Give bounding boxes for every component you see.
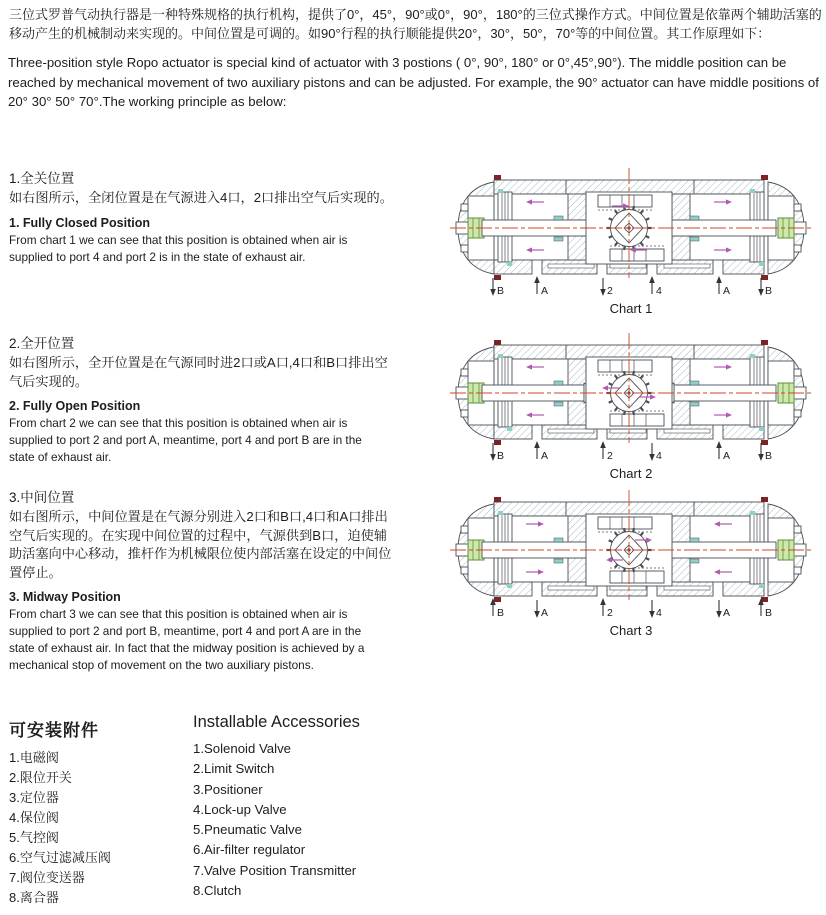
section-title-en: 2. Fully Open Position (9, 399, 141, 413)
section-title-en: 1. Fully Closed Position (9, 215, 150, 230)
seal-mark (761, 440, 768, 445)
port-4 (649, 443, 662, 462)
chart-1-actuator-cross-section (448, 166, 814, 318)
seal-mark (494, 340, 501, 345)
accessories-title-zh: 可安装附件 (9, 721, 99, 740)
port-2 (600, 598, 613, 619)
port-label: 4 (656, 607, 662, 619)
ports (490, 276, 772, 297)
accessories-list-en (193, 739, 453, 901)
port-B (758, 443, 772, 462)
section-fully-closed (9, 167, 395, 266)
port-label: B (765, 607, 773, 619)
port-A (534, 441, 548, 462)
port-label: 4 (656, 285, 662, 297)
port-label: 2 (607, 607, 613, 619)
section-title-zh: 2.全开位置 (9, 336, 75, 351)
section-title-zh: 1.全关位置 (9, 171, 75, 186)
section-body-en: From chart 1 we can see that this position is obtained when air is supplied to port 4 and port 2 is in the state of exhaust air. (9, 232, 348, 264)
accessories-column-zh (9, 716, 189, 908)
port-B (490, 278, 504, 297)
port-2 (600, 441, 613, 462)
port-label: B (497, 450, 505, 462)
actuator-diagram-svg (448, 166, 814, 318)
seal-mark (761, 340, 768, 345)
accessory-item: 5.气控阀 (9, 830, 59, 845)
accessory-item: 3.Positioner (193, 781, 263, 797)
accessory-item: 1.Solenoid Valve (193, 741, 291, 756)
chart-caption: Chart 3 (609, 623, 653, 638)
accessory-item: 5.Pneumatic Valve (193, 822, 302, 838)
accessory-item: 8.Clutch (193, 883, 242, 899)
section-body-zh: 如右图所示，全闭位置是在气源进入4口，2口排出空气后实现的。 (9, 190, 393, 205)
accessory-item: 7.阀位变送器 (9, 870, 85, 885)
port-A (716, 276, 730, 297)
accessory-item: 2.Limit Switch (193, 761, 275, 777)
chart-caption: Chart 2 (609, 466, 653, 481)
accessory-item: 4.Lock-up Valve (193, 801, 287, 817)
port-label: A (723, 607, 731, 619)
seal-mark (494, 597, 501, 602)
accessory-item: 2.限位开关 (9, 770, 72, 785)
section-fully-open (9, 332, 395, 466)
port-A (534, 600, 548, 619)
section-body-en: From chart 2 we can see that this position is obtained when air is supplied to port 2 and port A, meantime, port 4 and port B are in the state of exhaust air. (9, 416, 362, 464)
seal-mark (761, 175, 768, 180)
port-label: 2 (607, 450, 613, 462)
accessory-item: 7.Valve Position Transmitter (193, 862, 357, 878)
port-label: B (497, 285, 505, 297)
port-label: A (723, 450, 731, 462)
accessory-item: 4.保位阀 (9, 810, 59, 825)
port-B (758, 278, 772, 297)
section-body-en: From chart 3 we can see that this position is obtained when air is supplied to port 2 and port B, meantime, port 4 and port A are in the state of exhaust air. In fact that the midway position is achieved by a mechanical stop of movement on the two auxiliary pistons. (9, 607, 365, 672)
port-label: A (541, 607, 549, 619)
port-label: B (765, 450, 773, 462)
port-label: 4 (656, 450, 662, 462)
port-2 (600, 278, 613, 297)
chart-caption: Chart 1 (609, 301, 653, 316)
port-A (716, 441, 730, 462)
port-A (534, 276, 548, 297)
seal-mark (494, 175, 501, 180)
accessory-item: 6.Air-filter regulator (193, 842, 306, 858)
port-B (490, 443, 504, 462)
port-label: 2 (607, 285, 613, 297)
port-4 (649, 600, 662, 619)
accessory-item: 3.定位器 (9, 790, 59, 805)
seal-mark (494, 497, 501, 502)
chart-3-actuator-cross-section (448, 488, 814, 640)
actuator-diagram-svg (448, 488, 814, 640)
port-4 (649, 276, 662, 297)
seal-mark (761, 275, 768, 280)
port-A (716, 600, 730, 619)
section-title-zh: 3.中间位置 (9, 490, 75, 505)
accessory-item: 6.空气过滤减压阀 (9, 850, 111, 865)
port-label: B (765, 285, 773, 297)
chart-2-actuator-cross-section (448, 331, 814, 483)
accessories-column-en (193, 713, 453, 901)
accessory-item: 1.电磁阀 (9, 750, 59, 765)
intro-paragraph-zh: 三位式罗普气动执行器是一种特殊规格的执行机构，提供了0°，45°，90°或0°，90°，180°的三位式操作方式。中间位置是依靠两个辅助活塞的移动产生的机械制动来实现的。中间位置是可调的。如90°行程的执行顺能提供20°，30°，50°，70°等的中间位置。其工作原理如下： (9, 7, 822, 41)
port-label: A (541, 450, 549, 462)
port-label: A (723, 285, 731, 297)
section-body-zh: 如右图所示，全开位置是在气源同时进2口或A口,4口和B口排出空气后实现的。 (9, 355, 388, 389)
seal-mark (494, 275, 501, 280)
section-midway (9, 486, 395, 674)
actuator-diagram-svg (448, 331, 814, 483)
ports (490, 598, 772, 619)
port-label: A (541, 285, 549, 297)
accessories-list-zh (9, 748, 189, 908)
section-body-zh: 如右图所示，中间位置是在气源分别进入2口和B口,4口和A口排出空气后实现的。在实现中间位置的过程中，气源供到B口，迫使辅助活塞向中心移动，推杆作为机械限位使内部活塞在设定的中间位置停止。 (9, 509, 392, 580)
port-label: B (497, 607, 505, 619)
seal-mark (761, 497, 768, 502)
seal-mark (494, 440, 501, 445)
accessories-title-en: Installable Accessories (193, 713, 360, 731)
section-title-en: 3. Midway Position (9, 590, 121, 604)
ports (490, 441, 772, 462)
intro-paragraph-en: Three-position style Ropo actuator is special kind of actuator with 3 postions ( 0°, 90°, 180° or 0°,45°,90°). The middle position can be reached by mechanical movement of two auxiliary pistons and can be adjusted. For example, the 90° actuator can have middle positions of 20° 30° 50° 70°.The working principle as below: (8, 55, 819, 109)
accessory-item: 8.离合器 (9, 890, 59, 905)
